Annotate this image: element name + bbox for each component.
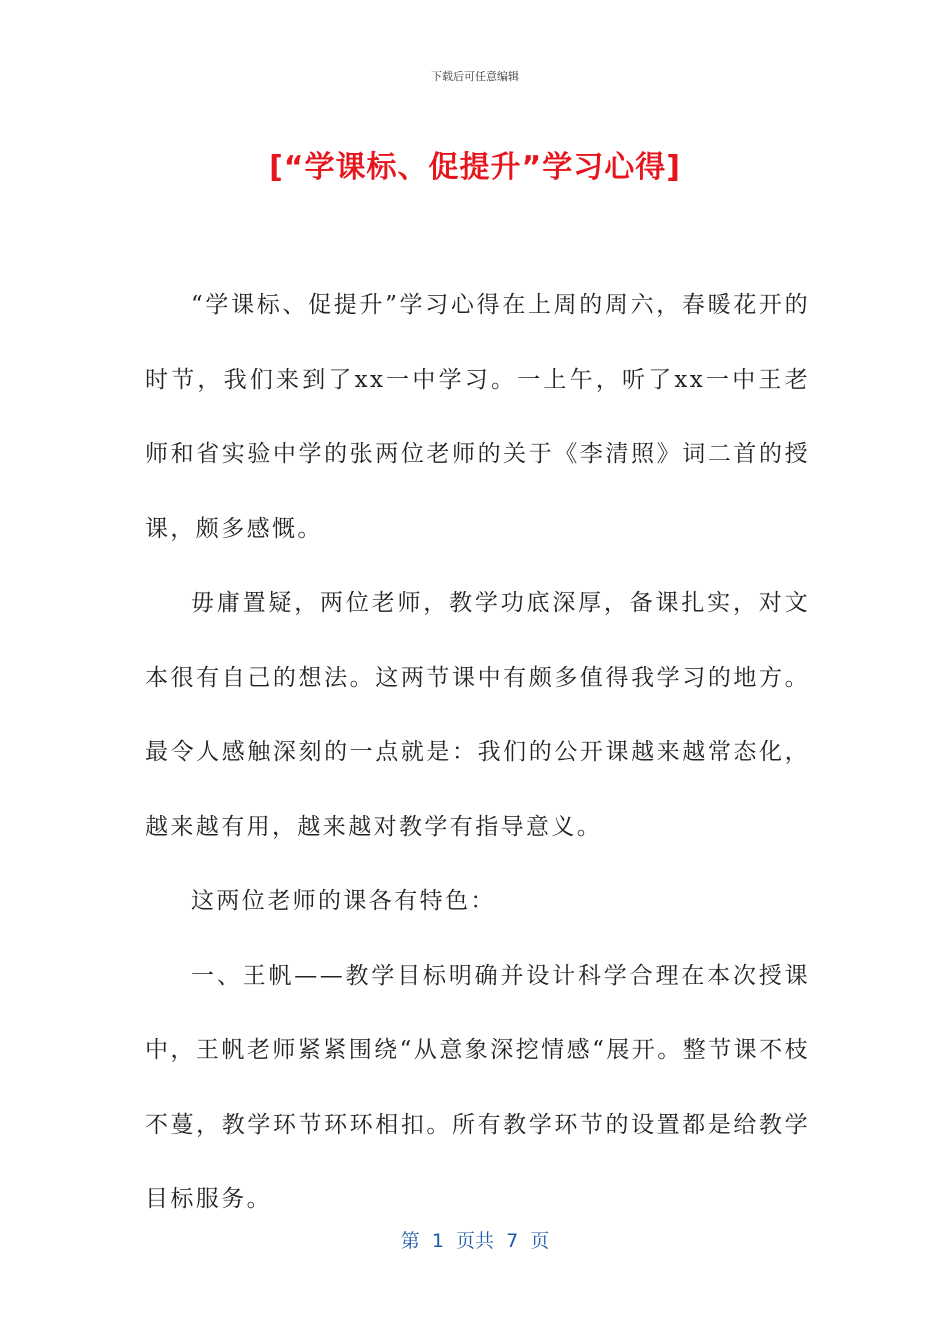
document-body	[145, 268, 810, 1237]
paragraph-intro: “学课标、促提升”学习心得在上周的周六，春暖花开的时节，我们来到了xx一中学习。一上午，听了xx一中王老师和省实验中学的张两位老师的关于《李清照》词二首的授课，颇多感慨。	[145, 292, 810, 542]
document-title: [“学课标、促提升”学习心得]	[269, 150, 681, 185]
paragraph-features-heading: 这两位老师的课各有特色：	[191, 888, 496, 914]
paragraph-reflection: 毋庸置疑，两位老师，教学功底深厚，备课扎实，对文本很有自己的想法。这两节课中有颇多值得我学习的地方。最令人感触深刻的一点就是：我们的公开课越来越常态化，越来越有用，越来越对教学有指导意义。	[145, 590, 810, 840]
paragraph-wangfan: 一、王帆——教学目标明确并设计科学合理在本次授课中，王帆老师紧紧围绕“从意象深挖情感“展开。整节课不枝不蔓，教学环节环环相扣。所有教学环节的设置都是给教学目标服务。	[145, 962, 810, 1212]
page-number-footer: 第 1 页共 7 页	[400, 1230, 550, 1252]
header-note: 下载后可任意编辑	[431, 70, 519, 83]
